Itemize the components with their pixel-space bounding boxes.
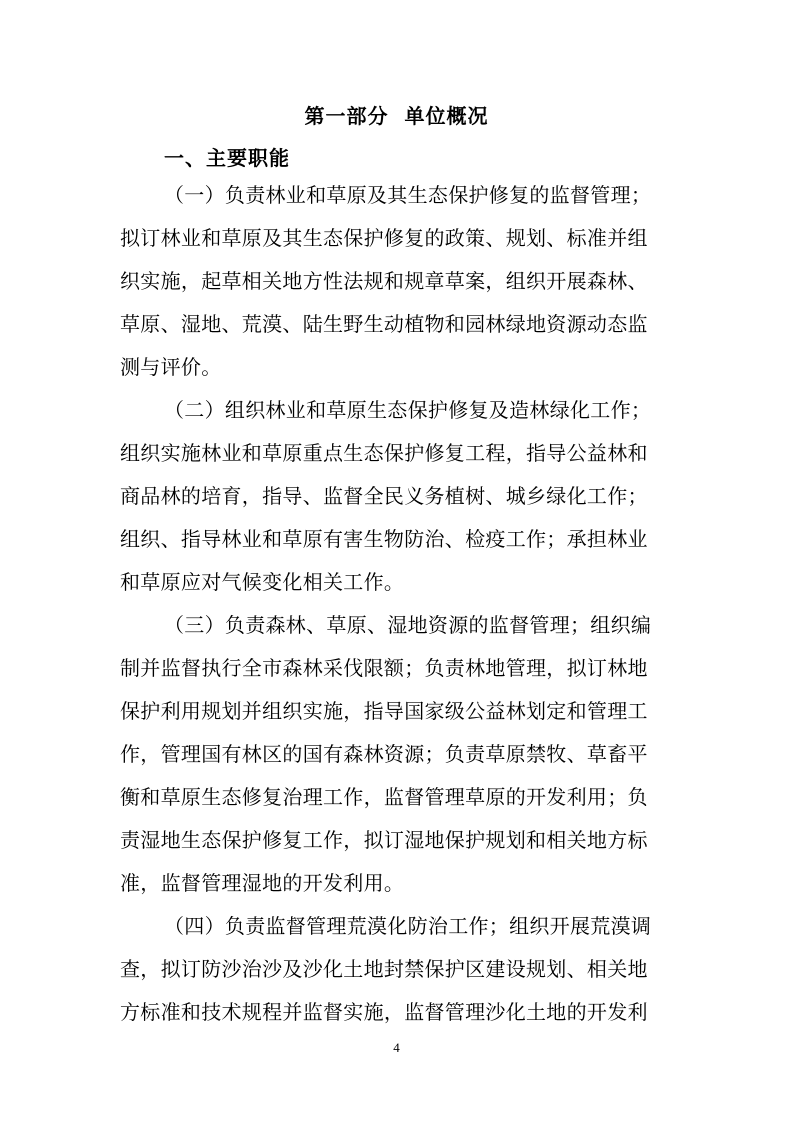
paragraph-line: （一）负责林业和草原及其生态保护修复的监督管理； bbox=[164, 183, 652, 207]
paragraph-line: 拟订林业和草原及其生态保护修复的政策、规划、标准并组 bbox=[120, 226, 648, 250]
paragraph-line: 和草原应对气候变化相关工作。 bbox=[120, 570, 405, 594]
paragraph-line: 方标准和技术规程并监督实施，监督管理沙化土地的开发利 bbox=[120, 1000, 648, 1024]
paragraph-line: 保护利用规划并组织实施，指导国家级公益林划定和管理工 bbox=[120, 699, 648, 723]
paragraph-line: 草原、湿地、荒漠、陆生野生动植物和园林绿地资源动态监 bbox=[120, 312, 648, 336]
paragraph-line: 组织实施林业和草原重点生态保护修复工程，指导公益林和 bbox=[120, 441, 648, 465]
paragraph-line: 商品林的培育，指导、监督全民义务植树、城乡绿化工作； bbox=[120, 484, 648, 508]
section-heading: 一、主要职能 bbox=[164, 146, 290, 170]
paragraph-line: 测与评价。 bbox=[120, 355, 222, 379]
page-number: 4 bbox=[393, 1040, 400, 1055]
paragraph-line: 作，管理国有林区的国有森林资源；负责草原禁牧、草畜平 bbox=[120, 742, 648, 766]
paragraph-line: （四）负责监督管理荒漠化防治工作；组织开展荒漠调 bbox=[164, 914, 652, 938]
paragraph-line: 责湿地生态保护修复工作，拟订湿地保护规划和相关地方标 bbox=[120, 828, 648, 852]
page-title: 第一部分 单位概况 bbox=[304, 104, 489, 128]
paragraph-line: 组织、指导林业和草原有害生物防治、检疫工作；承担林业 bbox=[120, 527, 648, 551]
paragraph-line: （二）组织林业和草原生态保护修复及造林绿化工作； bbox=[164, 398, 652, 422]
paragraph-line: 制并监督执行全市森林采伐限额；负责林地管理，拟订林地 bbox=[120, 656, 648, 680]
paragraph-line: （三）负责森林、草原、湿地资源的监督管理；组织编 bbox=[164, 613, 652, 637]
paragraph-line: 准，监督管理湿地的开发利用。 bbox=[120, 871, 405, 895]
paragraph-line: 织实施，起草相关地方性法规和规章草案，组织开展森林、 bbox=[120, 269, 648, 293]
paragraph-line: 衡和草原生态修复治理工作，监督管理草原的开发利用；负 bbox=[120, 785, 648, 809]
paragraph-line: 查，拟订防沙治沙及沙化土地封禁保护区建设规划、相关地 bbox=[120, 957, 648, 981]
